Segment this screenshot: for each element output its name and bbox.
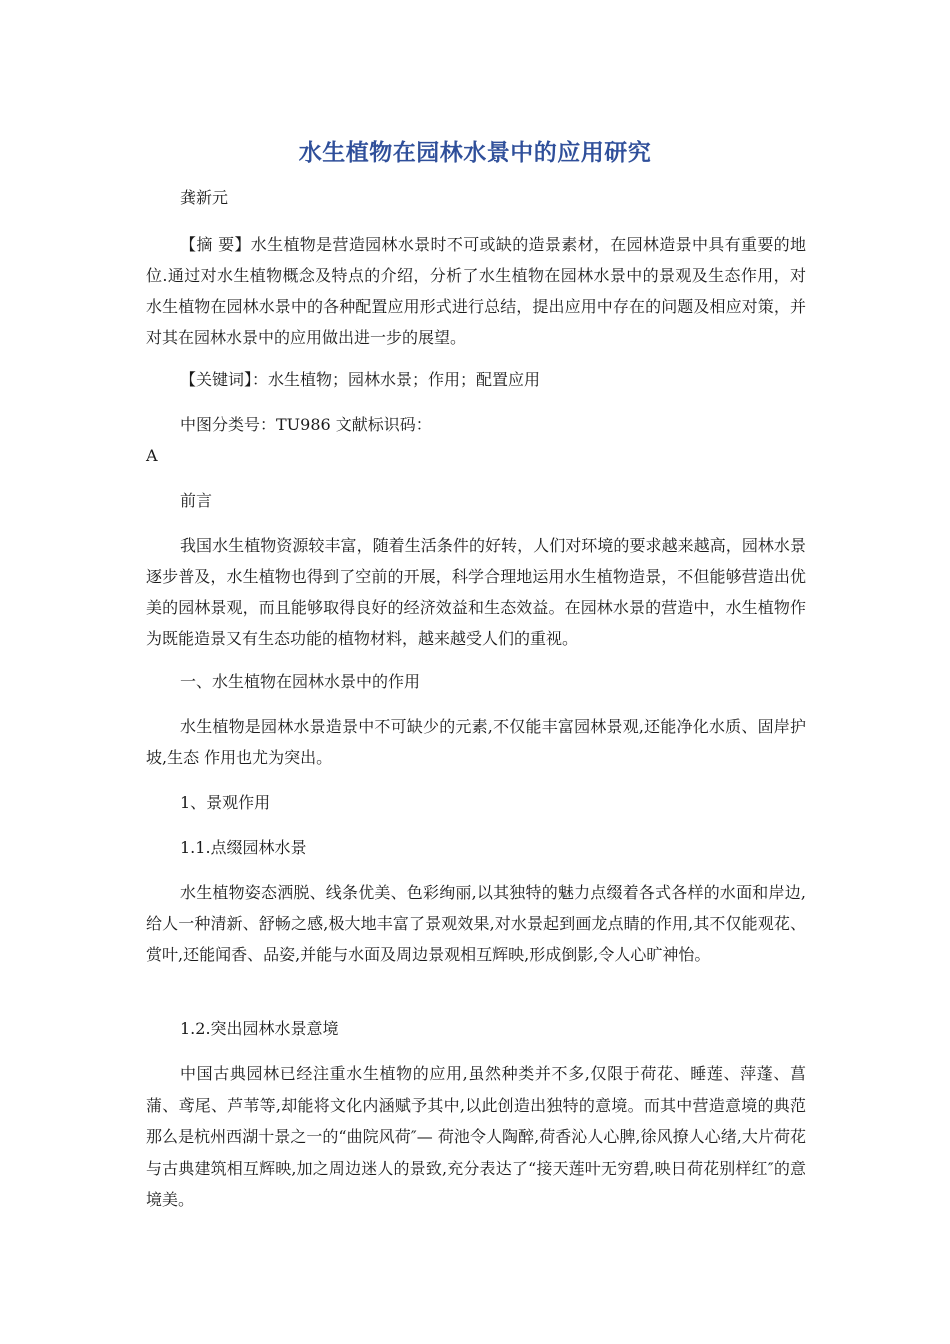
keywords-line: 【关键词】：水生植物；园林水景；作用；配置应用 — [180, 370, 541, 389]
subsection-1-2-heading: 1.2.突出园林水景意境 — [180, 1019, 339, 1038]
subsection-1-1-paragraph: 水生植物姿态洒脱、线条优美、色彩绚丽,以其独特的魅力点缀着各式各样的水面和岸边,给人一种清新、舒畅之感,极大地丰富了景观效果,对水景起到画龙点睛的作用,其不仅能观花、赏叶,还能闻香、品姿,并能与水面及周边景观相互辉映,形成倒影,令人心旷神怡。 — [146, 883, 806, 964]
subsection-1-1-heading: 1.1.点缀园林水景 — [180, 838, 307, 857]
subsection-1-heading: 1、景观作用 — [180, 793, 271, 812]
section-1-heading: 一、水生植物在园林水景中的作用 — [180, 672, 421, 691]
classification-line: 中图分类号：TU986 文献标识码： — [180, 415, 432, 434]
subsection-1-2-paragraph: 中国古典园林已经注重水生植物的应用,虽然种类并不多,仅限于荷花、睡莲、萍蓬、菖蒲、鸢尾、芦苇等,却能将文化内涵赋予其中,以此创造出独特的意境。而其中营造意境的典范那么是杭州西湖十景之一的“曲院风荷″— 荷池令人陶醉,荷香沁人心脾,徐风撩人心绪,大片荷花与古典建筑相互辉映,加之周边迷人的景致,充分表达了“接天莲叶无穷碧,映日荷花别样红″的意境美。 — [146, 1064, 806, 1209]
preface-heading: 前言 — [180, 491, 213, 510]
preface-paragraph: 我国水生植物资源较丰富，随着生活条件的好转，人们对环境的要求越来越高，园林水景逐步普及，水生植物也得到了空前的开展，科学合理地运用水生植物造景，不但能够营造出优美的园林景观，而且能够取得良好的经济效益和生态效益。在园林水景的营造中，水生植物作为既能造景又有生态功能的植物材料，越来越受人们的重视。 — [146, 536, 806, 648]
document-code: A — [146, 446, 158, 465]
author-name: 龚新元 — [180, 188, 229, 207]
paper-title: 水生植物在园林水景中的应用研究 — [298, 140, 652, 166]
abstract-paragraph: 【摘 要】水生植物是营造园林水景时不可或缺的造景素材，在园林造景中具有重要的地位.通过对水生植物概念及特点的介绍，分析了水生植物在园林水景中的景观及生态作用，对水生植物在园林水景中的各种配置应用形式进行总结，提出应用中存在的问题及相应对策，并对其在园林水景中的应用做出进一步的展望。 — [146, 235, 806, 347]
section-1-paragraph: 水生植物是园林水景造景中不可缺少的元素,不仅能丰富园林景观,还能净化水质、固岸护坡,生态 作用也尤为突出。 — [146, 717, 806, 767]
